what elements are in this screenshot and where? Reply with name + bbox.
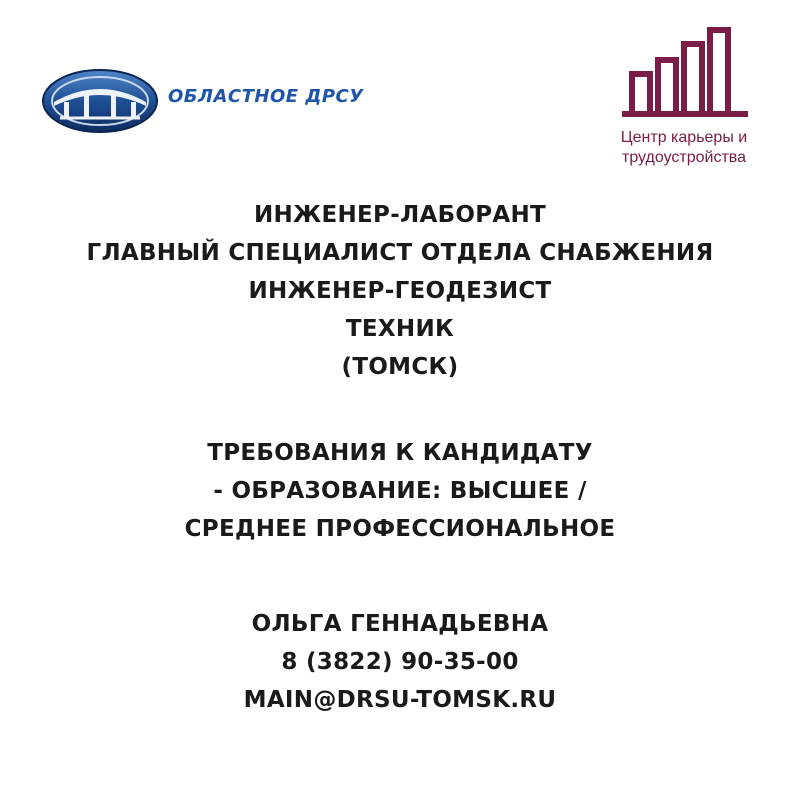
career-center-logo — [594, 26, 774, 176]
requirement-line: - ОБРАЗОВАНИЕ: ВЫСШЕЕ / — [213, 478, 587, 504]
requirement-line: СРЕДНЕЕ ПРОФЕССИОНАЛЬНОЕ — [184, 516, 616, 542]
contact-name: ОЛЬГА ГЕННАДЬЕВНА — [251, 611, 549, 637]
position-line: ИНЖЕНЕР-ГЕОДЕЗИСТ — [248, 278, 552, 304]
road-bridge-oval-emblem-icon — [40, 66, 160, 136]
location-line: (ТОМСК) — [341, 354, 459, 380]
drsu-logo — [40, 66, 400, 136]
brand-name: ОБЛАСТНОЕ ДРСУ — [168, 86, 364, 107]
career-center-name-line1: Центр карьеры и — [620, 129, 748, 146]
position-line: ГЛАВНЫЙ СПЕЦИАЛИСТ ОТДЕЛА СНАБЖЕНИЯ — [86, 240, 714, 266]
career-center-name-line2: трудоустройства — [622, 149, 746, 166]
position-line: ИНЖЕНЕР-ЛАБОРАНТ — [253, 202, 547, 228]
job-positions — [0, 196, 800, 386]
contact-info — [0, 605, 800, 719]
bar-chart-buildings-icon — [614, 26, 754, 118]
contact-email: MAIN@DRSU-TOMSK.RU — [243, 687, 557, 713]
requirements-heading: ТРЕБОВАНИЯ К КАНДИДАТУ — [207, 440, 593, 466]
contact-phone: 8 (3822) 90-35-00 — [281, 649, 519, 675]
position-line: ТЕХНИК — [345, 316, 455, 342]
candidate-requirements — [0, 434, 800, 548]
